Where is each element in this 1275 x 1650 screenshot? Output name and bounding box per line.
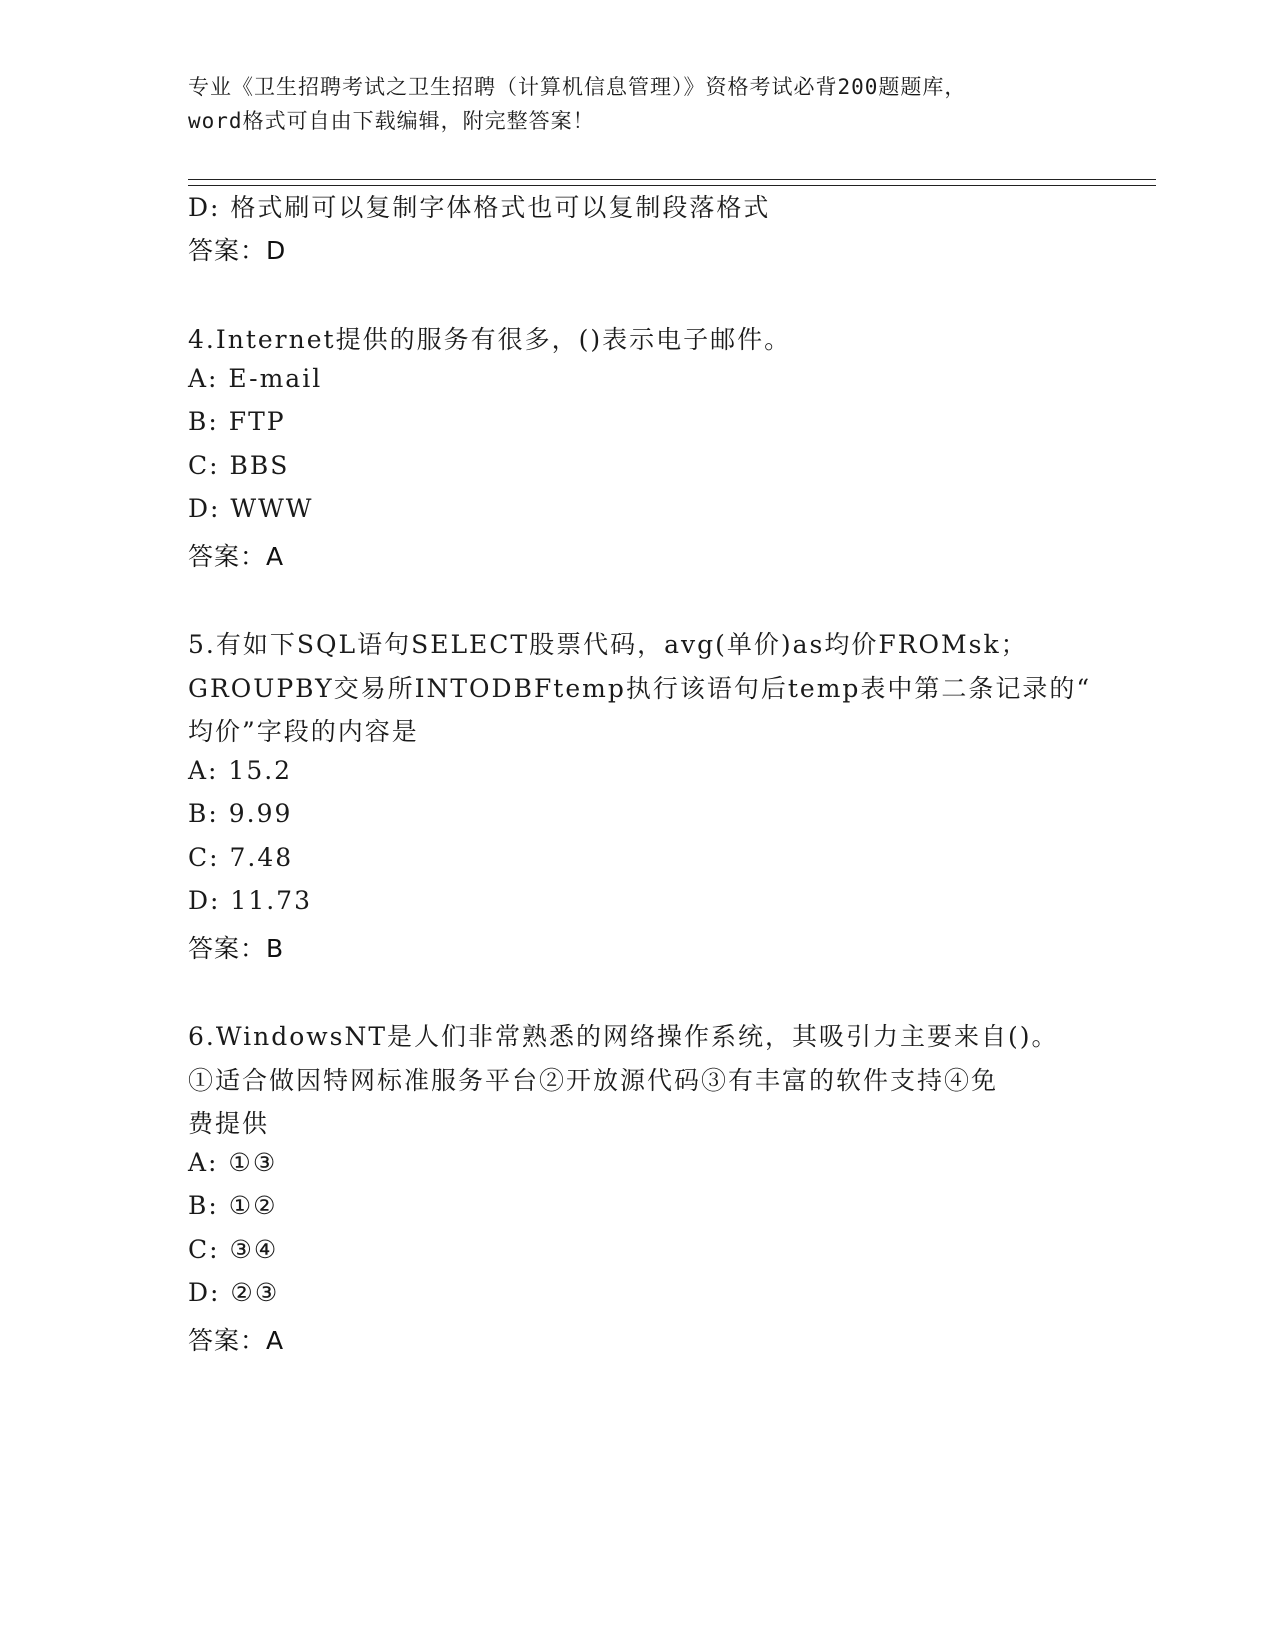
q4-stem: 4.Internet提供的服务有很多，()表示电子邮件。 — [188, 325, 792, 354]
q6-stem-line-3: 费提供 — [188, 1109, 270, 1138]
q6-option-c: C: ③④ — [188, 1235, 279, 1264]
q5-stem-line-1: 5.有如下SQL语句SELECT股票代码，avg(单价)as均价FROMsk； — [188, 630, 1028, 659]
header-divider-bottom — [188, 185, 1156, 186]
q3-answer: 答案：D — [188, 236, 287, 265]
q4-answer: 答案：A — [188, 542, 285, 571]
q4-option-a: A: E-mail — [188, 364, 323, 393]
q4-option-b: B: FTP — [188, 407, 286, 436]
header-line-2: word格式可自由下载编辑，附完整答案！ — [188, 109, 595, 133]
q6-option-d: D: ②③ — [188, 1278, 280, 1307]
q5-answer: 答案：B — [188, 934, 285, 963]
q4-option-d: D: WWW — [188, 494, 314, 523]
q5-stem-line-3: 均价”字段的内容是 — [188, 717, 419, 746]
q4-option-c: C: BBS — [188, 451, 290, 480]
header-line-1: 专业《卫生招聘考试之卫生招聘（计算机信息管理）》资格考试必背200题题库， — [188, 75, 967, 99]
q6-option-b: B: ①② — [188, 1191, 278, 1220]
q5-option-d: D: 11.73 — [188, 886, 312, 915]
q6-answer: 答案：A — [188, 1326, 285, 1355]
document-header — [188, 70, 1088, 138]
q5-option-b: B: 9.99 — [188, 799, 293, 828]
q6-stem-line-1: 6.WindowsNT是人们非常熟悉的网络操作系统，其吸引力主要来自()。 — [188, 1022, 1059, 1051]
q5-option-a: A: 15.2 — [188, 756, 293, 785]
q6-option-a: A: ①③ — [188, 1148, 278, 1177]
q3-option-d: D: 格式刷可以复制字体格式也可以复制段落格式 — [188, 193, 771, 222]
header-divider-top — [188, 179, 1156, 180]
q5-option-c: C: 7.48 — [188, 843, 294, 872]
q5-stem-line-2: GROUPBY交易所INTODBFtemp执行该语句后temp表中第二条记录的“ — [188, 674, 1092, 703]
q6-stem-line-2: ①适合做因特网标准服务平台②开放源代码③有丰富的软件支持④免 — [188, 1066, 999, 1095]
